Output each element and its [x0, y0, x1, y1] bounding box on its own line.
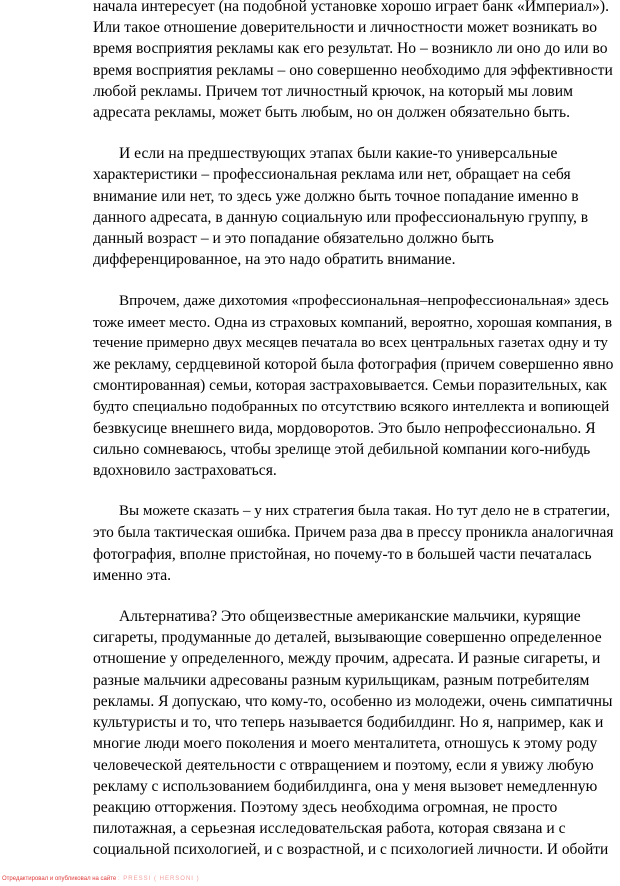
text-line: рекламы. Я допускаю, что кому-то, особенно из молодежи, очень симпатичны [93, 692, 613, 710]
text-line: пилотажная, а серьезная исследовательская работа, которая связана и с [93, 820, 566, 838]
text-line: человеческой деятельности с отвращением и поэтому, если я увижу любую [93, 756, 594, 774]
text-line: вдохновило застраховаться. [93, 462, 277, 480]
text-line: смонтированная) семьи, которая застраховывается. Семьи поразительных, как [93, 377, 608, 395]
text-line: многие люди моего поколения и моего менталитета, отношусь к этому роду [93, 735, 598, 753]
text-line: фотография, вполне пристойная, но почему-то в большей части печаталась [93, 545, 592, 563]
document-page [93, 0, 613, 861]
text-line: сигареты, продуманные до деталей, вызывающие совершенно определенное [93, 629, 602, 647]
text-line: адресата рекламы, может быть любым, но он должен обязательно быть. [93, 104, 570, 122]
paragraph-1 [93, 0, 613, 123]
text-line: именно эта. [93, 566, 172, 584]
text-line: разные мальчики адресованы разным курильщикам, разным потребителям [93, 671, 590, 689]
text-line: Впрочем, даже дихотомия «профессиональная–непрофессиональная» здесь [119, 292, 609, 310]
text-line: будто специально подобранных по отсутствию всякого интеллекта и вопиющей [93, 398, 610, 416]
text-line: внимание или нет, то здесь уже должно быть точное попадание именно в [93, 187, 579, 205]
text-line: же рекламу, сердцевиной которой была фотография (причем совершенно явно [93, 356, 614, 374]
text-line: Или такое отношение доверительности и личностности может возникать во [93, 19, 598, 37]
text-line: социальной психологией, и с возрастной, и с психологией личности. И обойти [93, 841, 609, 859]
text-line: рекламу с использованием бодибилдинга, она у меня вызовет немедленную [93, 777, 598, 795]
text-line: И если на предшествующих этапах были какие-то универсальные [119, 145, 558, 163]
text-line: время восприятия рекламы – оно совершенно необходимо для эффективности [93, 61, 613, 79]
text-line: дифференцированное, на это надо обратить внимание. [93, 251, 456, 269]
text-line: это была тактическая ошибка. Причем раза два в прессу проникла аналогичная [93, 524, 614, 542]
text-line: реакцию отторжения. Поэтому здесь необходима огромная, не просто [93, 798, 558, 816]
text-line: характеристики – профессиональная реклама или нет, обращает на себя [93, 166, 571, 184]
text-line: безвкусице внешнего вида, мордоворотов. Это было непрофессионально. Я [93, 419, 596, 437]
text-line: культуристы и то, что теперь называется бодибилдинг. Но я, например, как и [93, 714, 604, 732]
text-line: сильно сомневаюсь, чтобы зрелище этой дебильной компании кого-нибудь [93, 440, 591, 458]
paragraph-5 [93, 606, 613, 860]
footer-watermark: : PRESSI ( HERSONI ) [117, 876, 200, 882]
text-line: данный возраст – и это попадание обязательно должно быть [93, 230, 494, 248]
paragraph-4 [93, 501, 613, 586]
text-line: начала интересует (на подобной установке хорошо играет банк «Империал»). [93, 0, 610, 15]
footer-text: Отредактировал и опубликовал на сайте [2, 876, 117, 882]
text-line: отношение у определенного, между прочим, адресата. И разные сигареты, и [93, 650, 601, 668]
text-line: тоже имеет место. Одна из страховых компаний, вероятно, хорошая компания, в [93, 313, 613, 331]
text-line: Альтернатива? Это общеизвестные американские мальчики, курящие [119, 608, 581, 626]
text-line: Вы можете сказать – у них стратегия была такая. Но тут дело не в стратегии, [119, 503, 610, 520]
text-line: течение примерно двух месяцев печатала во всех центральных газетах одну и ту [93, 334, 608, 351]
footer-credit [2, 875, 200, 883]
text-line: время восприятия рекламы как его результат. Но – возникло ли оно до или во [93, 40, 608, 58]
text-line: любой рекламы. Причем тот личностный крючок, на который мы ловим [93, 82, 573, 100]
paragraph-2 [93, 143, 613, 270]
text-line: данного адресата, в данную социальную или профессиональную группу, в [93, 208, 589, 226]
paragraph-3 [93, 290, 613, 481]
